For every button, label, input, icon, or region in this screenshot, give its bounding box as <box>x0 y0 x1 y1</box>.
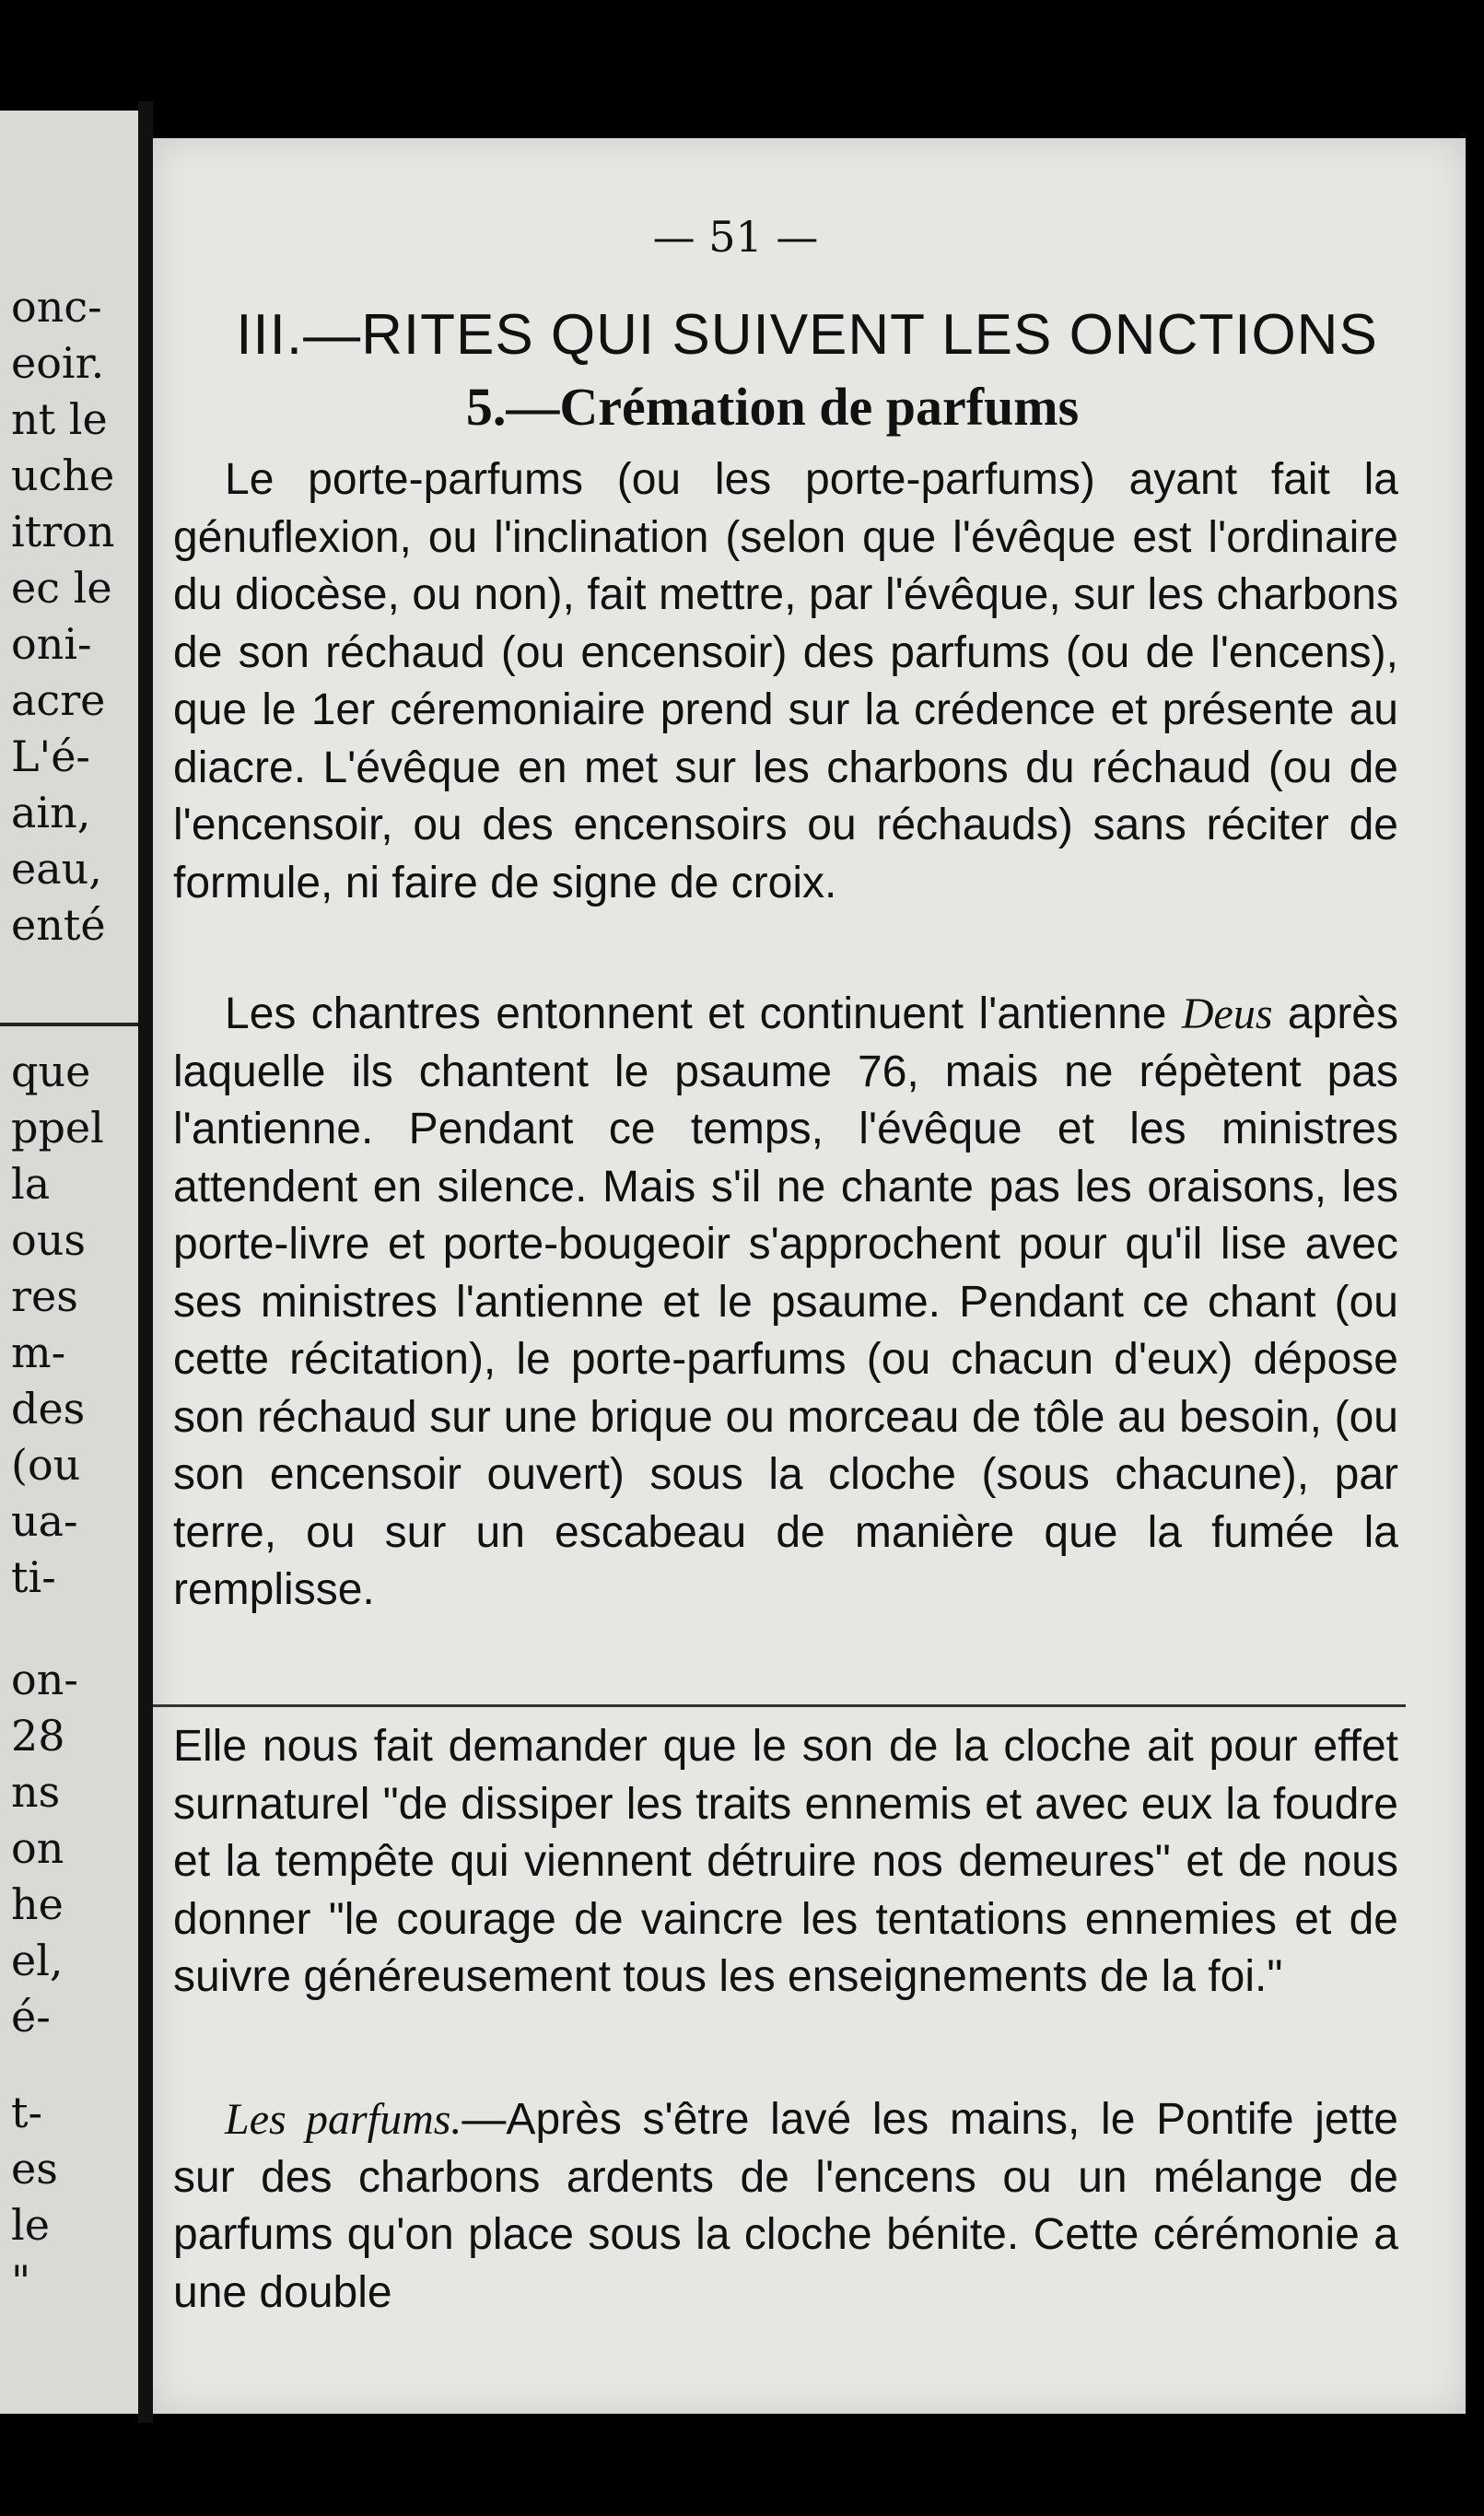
previous-page-line: ua- <box>11 1496 78 1546</box>
previous-page-line: enté <box>11 900 106 950</box>
previous-page-line: ec le <box>11 563 112 613</box>
previous-page-line: on- <box>11 1655 78 1704</box>
paragraph-chantres-start: Les chantres entonnent et continuent l'antienne <box>225 989 1182 1038</box>
previous-page-line: " <box>11 2256 31 2306</box>
previous-page-line: on <box>11 1823 64 1873</box>
previous-page-line: la <box>11 1159 51 1209</box>
previous-page-line: itron <box>11 507 115 556</box>
footnote-divider <box>153 1704 1406 1707</box>
previous-page-line: ti- <box>11 1552 56 1602</box>
subsection-heading: 5.—Crémation de parfums <box>465 377 1080 437</box>
paragraph-chantres-rest: après laquelle ils chantent le psaume 76, mais ne répètent pas l'antienne. Pendant ce temps, l'évêque et les ministres attendent en silence. Mais s'il ne chante pas les oraisons, les porte-livre et porte-bougeoir s'approchent pour qu'il lise avec ses ministres l'antienne et le psaume. Pendant ce chant (ou cette récitation), le porte-parfums (ou chacun d'eux) dépose son réchaud sur une brique ou morceau de tôle au besoin, (ou son encensoir ouvert) sous la cloche (sous chacune), par terre, ou sur un escabeau de manière que la fumée la remplisse. <box>173 989 1399 1614</box>
page-number: — 51 — <box>652 212 819 262</box>
paragraph-chantres <box>173 986 1398 1620</box>
previous-page-line: ns <box>11 1767 61 1817</box>
previous-page-rule <box>0 1023 138 1026</box>
current-page <box>153 138 1466 2414</box>
previous-page-line: uche <box>11 451 115 500</box>
previous-page-line: res <box>11 1271 78 1321</box>
previous-page-line: ous <box>11 1215 86 1265</box>
previous-page-line: es <box>11 2144 58 2194</box>
previous-page-strip <box>0 111 138 2414</box>
previous-page-line: ain, <box>11 788 91 837</box>
previous-page-line: t- <box>11 2088 43 2137</box>
previous-page-line: oni- <box>11 619 92 669</box>
previous-page-line: eoir. <box>11 338 105 388</box>
previous-page-line: L'é- <box>11 731 90 781</box>
previous-page-line: le <box>11 2200 50 2250</box>
previous-page-line: ppel <box>11 1103 104 1153</box>
footnote-parfums-rest: —Après s'être lavé les mains, le Pontife jette sur des charbons ardents de l'encens ou un mélange de parfums qu'on place sous la cloche bénite. Cette cérémonie a une double <box>173 2095 1398 2317</box>
previous-page-line: acre <box>11 675 106 725</box>
previous-page-line: eau, <box>11 844 102 894</box>
previous-page-line: nt le <box>11 394 108 444</box>
previous-page-line: (ou <box>11 1440 81 1490</box>
previous-page-line: el, <box>11 1936 64 1985</box>
previous-page-line: onc- <box>11 282 102 332</box>
previous-page-line: m- <box>11 1328 66 1377</box>
footnote-parfums-italic: Les parfums. <box>225 2095 462 2144</box>
previous-page-line: he <box>11 1879 64 1929</box>
previous-page-line: des <box>11 1384 86 1434</box>
previous-page-line: 28 <box>11 1711 65 1761</box>
section-heading: III.—RITES QUI SUIVENT LES ONCTIONS <box>236 303 1378 367</box>
footnote-paragraph-cloche: Elle nous fait demander que le son de la cloche ait pour effet surnaturel "de dissiper les traits ennemis et avec eux la foudre et la tempête qui viennent détruire nos demeures" et de nous donner "le courage de vaincre les tentations ennemies et de suivre généreusement tous les enseignements de la foi." <box>173 1722 1398 2001</box>
page-gutter <box>138 101 153 2423</box>
previous-page-line: é- <box>11 1992 51 2042</box>
previous-page-line: que <box>11 1047 91 1096</box>
paragraph-chantres-italic: Deus <box>1181 989 1273 1038</box>
footnote-paragraph-parfums <box>173 2091 1398 2322</box>
paragraph-cremation: Le porte-parfums (ou les porte-parfums) ayant fait la génuflexion, ou l'inclination (selon que l'évêque est l'ordinaire du diocèse, ou non), fait mettre, par l'évêque, sur les charbons de son réchaud (ou encensoir) des parfums (ou de l'encens), que le 1er céremoniaire prend sur la crédence et présente au diacre. L'évêque en met sur les charbons du réchaud (ou de l'encensoir, ou des encensoirs ou réchauds) sans réciter de formule, ni faire de signe de croix. <box>173 455 1398 907</box>
